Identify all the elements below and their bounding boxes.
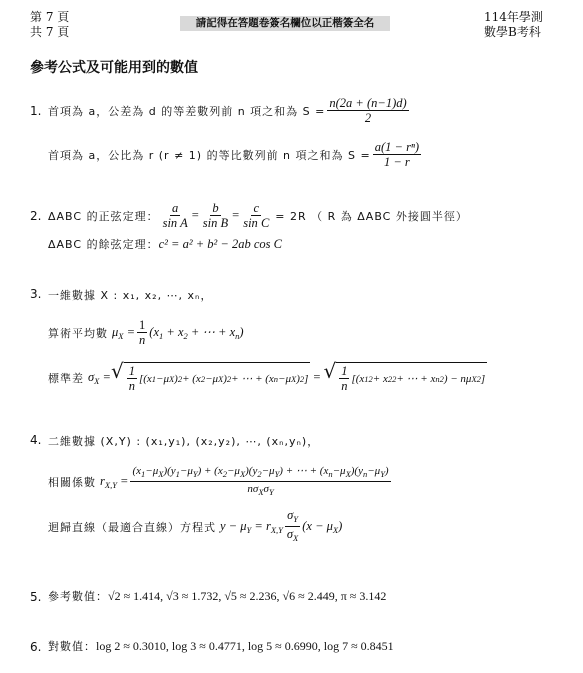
item-4-regression-label: 迴歸直線（最適合直線）方程式 bbox=[48, 520, 216, 534]
item-1-geo-sum-fraction bbox=[373, 140, 421, 169]
sine-law-fraction-b: $\frac{b}{\text{sin B}}$ bbox=[202, 201, 229, 230]
item-1-number: 1. bbox=[30, 104, 42, 118]
item-4-corr-label: 相關係數 bbox=[48, 475, 96, 489]
sine-law-fraction-c: $\frac{c}{\text{sin C}}$ bbox=[243, 201, 270, 230]
logarithm-values: log 2 ≈ 0.3010, log 3 ≈ 0.4771, log 5 ≈ 0.6990, log 7 ≈ 0.8451 bbox=[96, 638, 394, 653]
item-1-arith-sum-fraction bbox=[327, 96, 408, 125]
item-2-line-2 bbox=[48, 236, 282, 252]
item-3-mean-label: 算術平均數 bbox=[48, 326, 108, 340]
item-6-number: 6. bbox=[30, 640, 42, 654]
item-5-line bbox=[48, 588, 386, 604]
std-dev-root-2: √ $\frac{1}{n}$ [(x 1 2 + x 2 2 + ⋯ + x n 2 ) − nμ X 2 ] bbox=[323, 359, 486, 393]
signature-notice: 請記得在答題卷簽名欄位以正楷簽全名 bbox=[180, 16, 390, 31]
item-1-geo-sum-numerator: a(1 − rⁿ) bbox=[374, 140, 420, 154]
item-1-line-1-text: 首項為 a，公差為 d 的等差數列前 n 項之和為 S = bbox=[48, 104, 326, 118]
item-1-arith-sum-numerator: n(2a + (n−1)d) bbox=[329, 96, 407, 110]
item-5-label: 參考數值： bbox=[48, 590, 108, 603]
mean-fraction: $\frac{1}{n}$ bbox=[139, 318, 146, 347]
item-3-line-2: 算術平均數 $\mu_X$ = $\frac{1}{n}$ ($x_1 + x_2$ + ⋯ + $x_n$) bbox=[48, 318, 244, 347]
item-4-line-2: 相關係數 $r_{X,Y}$ = $\frac{(x_1-\mu_X)(y_1-\mu_Y) + (x_2-\mu_X)(y_2-\mu_Y) + \cdots + (x_n-\mu_X)(y_n-\mu_Y)}{n\sigma_X\sigma_Y}$ bbox=[48, 465, 389, 497]
std-dev-root-1: √ $\frac{1}{n}$ [(x 1 −μ X ) 2 + (x 2 −μ X ) 2 + ⋯ + (x n −μ X ) 2 ] bbox=[110, 359, 309, 393]
item-3-line-3: 標準差 $\sigma_X$ = √ $\frac{1}{n}$ [(x 1 −μ X ) 2 + (x 2 −μ X ) 2 + ⋯ + (x n −μ X ) 2 ] = √ $\frac{1}{n}$ [(x 1 2 + x 2 2 + ⋯ + x n 2 ) − nμ X 2 ] bbox=[48, 359, 486, 393]
page-title: 參考公式及可能用到的數值 bbox=[30, 60, 198, 76]
item-6-line bbox=[48, 638, 394, 654]
correlation-fraction: $\frac{(x_1-\mu_X)(y_1-\mu_Y) + (x_2-\mu_X)(y_2-\mu_Y) + \cdots + (x_n-\mu_X)(y_n-\mu_Y)}{n\sigma_X\sigma_Y}$ bbox=[132, 465, 389, 497]
item-2-number: 2. bbox=[30, 209, 42, 223]
item-5-number: 5. bbox=[30, 590, 42, 604]
item-4-number: 4. bbox=[30, 433, 42, 447]
exam-subject: 數學B考科 bbox=[484, 25, 541, 39]
item-2-line-1: ΔABC 的正弦定理： $\frac{a}{\text{sin A}}$ = $\frac{b}{\text{sin B}}$ = $\frac{c}{\text{sin C}}$ = 2R （ R 為 ΔABC 外接圓半徑） bbox=[48, 201, 468, 230]
item-1-line-2 bbox=[48, 140, 423, 169]
page-number-total: 共 7 頁 bbox=[30, 25, 70, 39]
regression-slope-fraction: $\frac{\sigma_Y}{\sigma_X}$ bbox=[286, 508, 299, 543]
item-1-line-2-text: 首項為 a，公比為 r (r ≠ 1) 的等比數列前 n 項之和為 S = bbox=[48, 148, 371, 162]
sine-law-fraction-a: $\frac{a}{\text{sin A}}$ bbox=[162, 201, 188, 230]
item-1-arith-sum-denominator: 2 bbox=[364, 111, 372, 125]
cosine-law-formula: c² = a² + b² − 2ab cos C bbox=[158, 236, 282, 251]
item-1-line-1 bbox=[48, 96, 411, 125]
item-3-std-label: 標準差 bbox=[48, 371, 84, 385]
item-1-geo-sum-denominator: 1 − r bbox=[383, 155, 410, 169]
item-2-line-1-text: ΔABC 的正弦定理： bbox=[48, 209, 159, 223]
item-4-line-3: 迴歸直線（最適合直線）方程式 $y - \mu_Y = r_{X,Y}$ $\frac{\sigma_Y}{\sigma_X}$ $(x - \mu_X)$ bbox=[48, 508, 343, 543]
item-3-line-1: 一維數據 X : x₁, x₂, ⋯, xₙ， bbox=[48, 289, 213, 302]
item-6-label: 對數值： bbox=[48, 640, 96, 653]
item-3-number: 3. bbox=[30, 287, 42, 301]
reference-values: √2 ≈ 1.414, √3 ≈ 1.732, √5 ≈ 2.236, √6 ≈ 2.449, π ≈ 3.142 bbox=[108, 588, 387, 603]
item-4-line-1: 二維數據 (X,Y) : (x₁,y₁), (x₂,y₂), ⋯, (xₙ,yₙ)， bbox=[48, 435, 320, 448]
page-number-current: 第 7 頁 bbox=[30, 10, 70, 24]
item-2-line-2-text: ΔABC 的餘弦定理： bbox=[48, 238, 159, 251]
item-2-line-1-suffix: = 2R （ R 為 ΔABC 外接圓半徑） bbox=[275, 209, 468, 223]
exam-year: 114年學測 bbox=[484, 10, 543, 24]
